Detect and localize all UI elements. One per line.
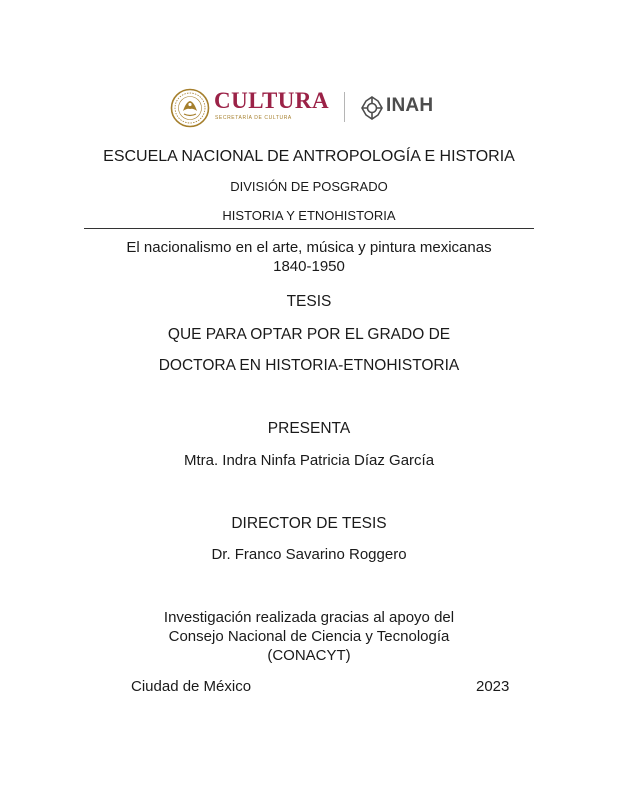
funding-line-2: Consejo Nacional de Ciencia y Tecnología [168,628,450,645]
national-seal-icon [170,88,210,128]
division-name: DIVISIÓN DE POSGRADO [230,179,388,194]
degree-purpose-line-2: DOCTORA EN HISTORIA-ETNOHISTORIA [158,357,460,374]
header-rule [84,228,534,229]
author-name: Mtra. Indra Ninfa Patricia Díaz García [183,452,435,469]
funding-line-3: (CONACYT) [267,647,351,664]
year: 2023 [476,678,510,695]
header-logos [170,86,450,130]
inah-glyph-icon [358,94,386,122]
place: Ciudad de México [131,678,252,695]
presenter-label: PRESENTA [267,420,351,437]
cultura-logo-subtext: SECRETARÍA DE CULTURA [215,115,292,121]
cultura-logo-text: CULTURA [214,88,330,113]
program-name: HISTORIA Y ETNOHISTORIA [222,208,396,223]
thesis-title-line-1: El nacionalismo en el arte, música y pintura mexicanas [126,239,492,256]
thesis-type: TESIS [286,293,332,310]
director-name: Dr. Franco Savarino Roggero [211,546,407,563]
funding-line-1: Investigación realizada gracias al apoyo del [163,609,455,626]
thesis-title-line-2: 1840-1950 [273,258,345,275]
director-label: DIRECTOR DE TESIS [231,515,387,532]
inah-logo-text: INAH [386,95,434,116]
logo-divider [344,92,345,122]
school-name: ESCUELA NACIONAL DE ANTROPOLOGÍA E HISTORIA [103,148,515,165]
degree-purpose-line-1: QUE PARA OPTAR POR EL GRADO DE [167,326,451,343]
